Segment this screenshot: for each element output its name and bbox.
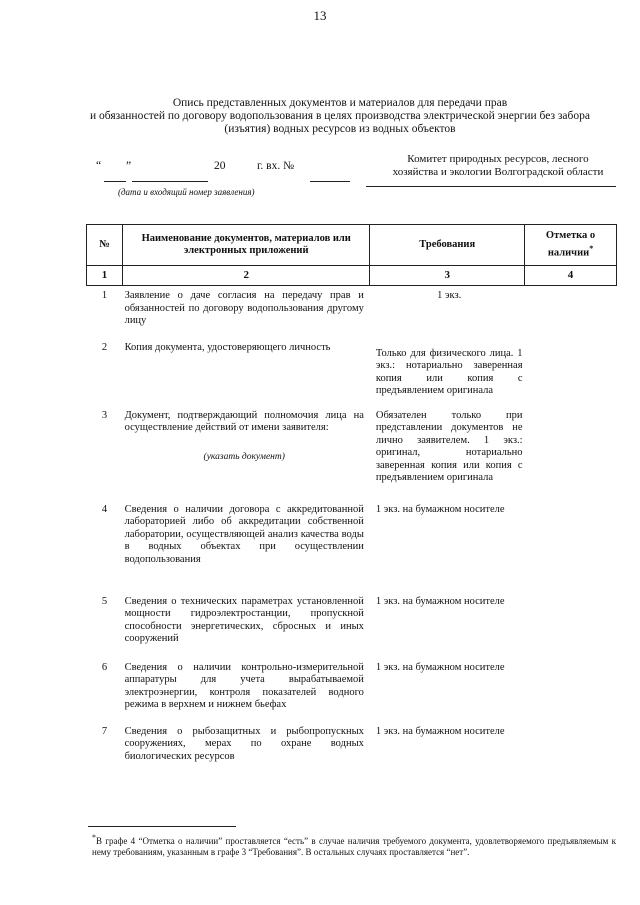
row-requirement: 1 экз. на бумажном носителе [375, 595, 505, 607]
table-row [87, 596, 617, 662]
incoming-number-underline [310, 181, 350, 182]
row-document-name-text: Документ, подтверждающий полномочия лица на осуществление действий от имени заявителя: [124, 409, 364, 433]
row-number: 1 [101, 290, 108, 301]
row-document-name: Сведения о технических параметрах установленной мощности гидроэлектростанции, пропускной способности энергетических, сбросных и иных сооружений [124, 595, 364, 644]
footnote-text: В графе 4 “Отметка о наличии” проставляется “есть” в случае наличия требуемого документа, удовлетворяемого предъявляемым к нему требованиям, указанным в графе 3 “Требования”. В остальных случаях проставляется “нет”. [92, 836, 616, 857]
row-number: 6 [101, 661, 108, 673]
row-number: 7 [101, 725, 108, 737]
header-availability-label: Отметка о наличии [545, 230, 596, 259]
row-availability [525, 596, 617, 662]
row-requirement: 1 экз. [437, 290, 462, 301]
row-number: 5 [101, 595, 108, 607]
row-requirement: 1 экз. на бумажном носителе [375, 503, 505, 515]
row-number: 3 [101, 409, 108, 421]
recipient-committee [378, 153, 618, 179]
footnote-marker: * [92, 833, 96, 842]
date-month-underline [132, 181, 208, 182]
column-index: 2 [123, 266, 370, 286]
specify-document-hint: (указать документ) [203, 451, 285, 462]
header-availability [525, 225, 617, 266]
date-year: 20 [214, 160, 226, 172]
row-number: 2 [101, 341, 108, 353]
documents-table [86, 224, 617, 776]
committee-underline [366, 186, 616, 187]
table-row [87, 726, 617, 776]
row-number: 4 [101, 503, 108, 515]
title-line-3: (изъятия) водных ресурсов из водных объектов [224, 123, 456, 135]
row-requirement: Обязателен только при представлении документов не лично заявителем. 1 экз.: оригинал, нотариально заверенная копия или копия с предъявлением оригинала [375, 409, 523, 483]
row-document-name [123, 410, 370, 504]
row-requirement: 1 экз. на бумажном носителе [375, 725, 505, 737]
committee-line-1: Комитет природных ресурсов, лесного [407, 153, 589, 165]
row-document-name: Копия документа, удостоверяющего личность [124, 341, 331, 353]
title-line-2: и обязанностей по договору водопользования в целях производства электрической энергии без забора [90, 110, 590, 122]
date-quote-open: “ [96, 160, 102, 172]
row-document-name: Заявление о даче согласия на передачу прав и обязанностей по договору водопользования другому лицу [124, 290, 364, 326]
header-requirements: Требования [370, 225, 525, 266]
committee-line-2: хозяйства и экологии Волгоградской области [392, 166, 604, 178]
table-row [87, 286, 617, 342]
row-availability [525, 726, 617, 776]
header-availability-marker: * [589, 243, 594, 253]
table-row [87, 504, 617, 596]
footnote [92, 832, 616, 858]
column-index: 4 [525, 266, 617, 286]
column-index: 1 [87, 266, 123, 286]
row-availability [525, 504, 617, 596]
title-line-1: Опись представленных документов и материалов для передачи прав [172, 97, 508, 109]
footnote-divider [88, 826, 236, 827]
column-index: 3 [370, 266, 525, 286]
table-row [87, 410, 617, 504]
row-availability [525, 286, 617, 342]
date-day-underline [104, 181, 126, 182]
date-quote-close: ” [126, 160, 132, 172]
row-availability [525, 342, 617, 410]
row-requirement: 1 экз. на бумажном носителе [375, 661, 505, 673]
incoming-number-label: г. вх. № [257, 160, 295, 172]
document-title [60, 97, 620, 136]
date-caption: (дата и входящий номер заявления) [118, 187, 255, 197]
row-requirement: Только для физического лица. 1 экз.: нотариально заверенная копия или копия с предъявлением оригинала [375, 347, 523, 396]
row-availability [525, 410, 617, 504]
row-availability [525, 662, 617, 726]
header-num: № [87, 225, 123, 266]
table-row [87, 342, 617, 410]
row-document-name: Сведения о наличии договора с аккредитованной лабораторией либо об аккредитации собственной лаборатории, осуществляющей анализ качества воды в водных объектах при осуществлении водопользования [124, 503, 364, 565]
row-document-name: Сведения о рыбозащитных и рыбопропускных сооружениях, мерах по охране водных биологических ресурсов [124, 725, 364, 762]
header-name: Наименование документов, материалов или электронных приложений [123, 225, 370, 266]
table-row [87, 662, 617, 726]
row-document-name: Сведения о наличии контрольно-измерительной аппаратуры для учета вырабатываемой электроэнергии, контроля показателей водного режима в верхнем и нижнем бьефах [124, 661, 364, 710]
page-number: 13 [313, 8, 327, 23]
